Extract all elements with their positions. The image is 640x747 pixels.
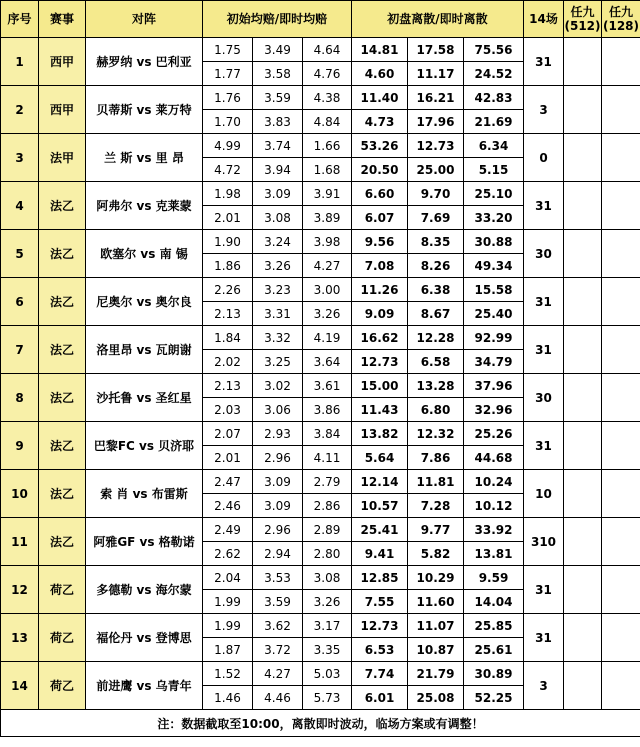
pick-r9-128	[602, 182, 640, 230]
footer-note: 注：数据截取至10:00，离散即时波动，临场方案或有调整！	[1, 710, 640, 737]
live-avg-odds: 2.86	[303, 494, 352, 518]
table-body	[1, 38, 640, 710]
initial-avg-odds: 4.19	[303, 326, 352, 350]
header-seq: 序号	[1, 1, 39, 38]
live-dispersion: 5.15	[464, 158, 524, 182]
match-teams: 贝蒂斯 vs 莱万特	[86, 86, 203, 134]
live-avg-odds: 4.84	[303, 110, 352, 134]
initial-avg-odds: 3.09	[253, 182, 303, 206]
initial-avg-odds: 3.61	[303, 374, 352, 398]
league-name: 法乙	[39, 422, 86, 470]
pick-r9-512	[564, 614, 602, 662]
header-r9-128	[602, 1, 640, 38]
row-number: 2	[1, 86, 39, 134]
pick-r9-512	[564, 38, 602, 86]
table-row	[1, 278, 640, 302]
live-avg-odds: 3.94	[253, 158, 303, 182]
league-name: 西甲	[39, 86, 86, 134]
live-avg-odds: 3.26	[303, 302, 352, 326]
header-r9-512-line2: (512)	[564, 19, 601, 33]
league-name: 法乙	[39, 470, 86, 518]
live-dispersion: 4.60	[352, 62, 408, 86]
initial-avg-odds: 3.91	[303, 182, 352, 206]
initial-dispersion: 15.58	[464, 278, 524, 302]
initial-dispersion: 9.77	[408, 518, 464, 542]
initial-dispersion: 12.73	[408, 134, 464, 158]
pick-14-games: 310	[524, 518, 564, 566]
live-avg-odds: 1.46	[203, 686, 253, 710]
initial-avg-odds: 2.93	[253, 422, 303, 446]
live-avg-odds: 3.72	[253, 638, 303, 662]
pick-14-games: 3	[524, 662, 564, 710]
live-dispersion: 20.50	[352, 158, 408, 182]
initial-dispersion: 10.29	[408, 566, 464, 590]
initial-dispersion: 92.99	[464, 326, 524, 350]
live-avg-odds: 4.27	[303, 254, 352, 278]
initial-dispersion: 9.56	[352, 230, 408, 254]
header-league: 赛事	[39, 1, 86, 38]
pick-r9-512	[564, 566, 602, 614]
live-avg-odds: 3.35	[303, 638, 352, 662]
initial-avg-odds: 1.66	[303, 134, 352, 158]
initial-dispersion: 12.73	[352, 614, 408, 638]
league-name: 法甲	[39, 134, 86, 182]
initial-dispersion: 10.24	[464, 470, 524, 494]
live-avg-odds: 4.11	[303, 446, 352, 470]
initial-avg-odds: 2.79	[303, 470, 352, 494]
live-dispersion: 44.68	[464, 446, 524, 470]
live-avg-odds: 2.03	[203, 398, 253, 422]
pick-r9-128	[602, 38, 640, 86]
live-avg-odds: 4.76	[303, 62, 352, 86]
initial-dispersion: 33.92	[464, 518, 524, 542]
initial-avg-odds: 4.38	[303, 86, 352, 110]
pick-r9-512	[564, 86, 602, 134]
match-teams: 沙托鲁 vs 圣红星	[86, 374, 203, 422]
table-row	[1, 470, 640, 494]
table-row	[1, 182, 640, 206]
pick-r9-128	[602, 278, 640, 326]
initial-dispersion: 30.89	[464, 662, 524, 686]
live-avg-odds: 3.25	[253, 350, 303, 374]
live-avg-odds: 3.26	[303, 590, 352, 614]
header-r9-512	[564, 1, 602, 38]
header-14-games: 14场	[524, 1, 564, 38]
live-avg-odds: 1.70	[203, 110, 253, 134]
table-row	[1, 326, 640, 350]
pick-r9-128	[602, 230, 640, 278]
initial-dispersion: 11.26	[352, 278, 408, 302]
live-dispersion: 24.52	[464, 62, 524, 86]
live-dispersion: 25.08	[408, 686, 464, 710]
live-dispersion: 7.28	[408, 494, 464, 518]
pick-14-games: 31	[524, 278, 564, 326]
live-dispersion: 6.58	[408, 350, 464, 374]
header-r9-512-line1: 任九	[570, 5, 595, 19]
initial-avg-odds: 4.27	[253, 662, 303, 686]
pick-14-games: 10	[524, 470, 564, 518]
initial-dispersion: 13.82	[352, 422, 408, 446]
pick-r9-128	[602, 614, 640, 662]
live-dispersion: 10.57	[352, 494, 408, 518]
live-avg-odds: 2.02	[203, 350, 253, 374]
live-dispersion: 49.34	[464, 254, 524, 278]
live-dispersion: 25.61	[464, 638, 524, 662]
match-teams: 兰 斯 vs 里 昂	[86, 134, 203, 182]
initial-avg-odds: 2.49	[203, 518, 253, 542]
row-number: 1	[1, 38, 39, 86]
initial-dispersion: 21.79	[408, 662, 464, 686]
table-row	[1, 518, 640, 542]
league-name: 荷乙	[39, 614, 86, 662]
league-name: 荷乙	[39, 662, 86, 710]
initial-avg-odds: 2.26	[203, 278, 253, 302]
live-dispersion: 6.53	[352, 638, 408, 662]
live-avg-odds: 2.01	[203, 446, 253, 470]
live-avg-odds: 3.86	[303, 398, 352, 422]
live-dispersion: 32.96	[464, 398, 524, 422]
match-teams: 前进鹰 vs 乌青年	[86, 662, 203, 710]
live-dispersion: 33.20	[464, 206, 524, 230]
header-row	[1, 1, 640, 38]
live-avg-odds: 2.62	[203, 542, 253, 566]
initial-dispersion: 12.28	[408, 326, 464, 350]
live-dispersion: 25.40	[464, 302, 524, 326]
initial-avg-odds: 3.08	[303, 566, 352, 590]
live-avg-odds: 2.96	[253, 446, 303, 470]
match-teams: 索 肖 vs 布雷斯	[86, 470, 203, 518]
live-dispersion: 11.60	[408, 590, 464, 614]
initial-avg-odds: 3.49	[253, 38, 303, 62]
initial-avg-odds: 3.98	[303, 230, 352, 254]
initial-dispersion: 12.32	[408, 422, 464, 446]
initial-avg-odds: 5.03	[303, 662, 352, 686]
league-name: 荷乙	[39, 566, 86, 614]
pick-r9-512	[564, 422, 602, 470]
live-dispersion: 11.43	[352, 398, 408, 422]
live-avg-odds: 4.46	[253, 686, 303, 710]
pick-r9-512	[564, 230, 602, 278]
initial-dispersion: 6.34	[464, 134, 524, 158]
live-dispersion: 6.07	[352, 206, 408, 230]
pick-r9-128	[602, 86, 640, 134]
row-number: 7	[1, 326, 39, 374]
live-dispersion: 5.82	[408, 542, 464, 566]
live-dispersion: 7.08	[352, 254, 408, 278]
league-name: 法乙	[39, 374, 86, 422]
pick-r9-128	[602, 566, 640, 614]
pick-r9-128	[602, 134, 640, 182]
initial-dispersion: 17.58	[408, 38, 464, 62]
pick-14-games: 31	[524, 38, 564, 86]
initial-avg-odds: 4.99	[203, 134, 253, 158]
row-number: 8	[1, 374, 39, 422]
table-row	[1, 566, 640, 590]
pick-r9-512	[564, 518, 602, 566]
table-row	[1, 86, 640, 110]
pick-14-games: 0	[524, 134, 564, 182]
live-dispersion: 13.81	[464, 542, 524, 566]
initial-avg-odds: 2.13	[203, 374, 253, 398]
live-dispersion: 7.86	[408, 446, 464, 470]
pick-r9-128	[602, 422, 640, 470]
pick-r9-128	[602, 470, 640, 518]
live-avg-odds: 1.68	[303, 158, 352, 182]
row-number: 5	[1, 230, 39, 278]
live-dispersion: 7.55	[352, 590, 408, 614]
initial-dispersion: 11.40	[352, 86, 408, 110]
table-row	[1, 662, 640, 686]
match-teams: 多德勒 vs 海尔蒙	[86, 566, 203, 614]
initial-dispersion: 16.62	[352, 326, 408, 350]
match-teams: 洛里昂 vs 瓦朗谢	[86, 326, 203, 374]
table-row	[1, 422, 640, 446]
row-number: 4	[1, 182, 39, 230]
initial-dispersion: 13.28	[408, 374, 464, 398]
pick-14-games: 31	[524, 182, 564, 230]
initial-avg-odds: 3.00	[303, 278, 352, 302]
initial-avg-odds: 3.17	[303, 614, 352, 638]
live-dispersion: 14.04	[464, 590, 524, 614]
header-dispersion: 初盘离散/即时离散	[352, 1, 524, 38]
live-avg-odds: 3.89	[303, 206, 352, 230]
pick-14-games: 30	[524, 374, 564, 422]
live-avg-odds: 3.08	[253, 206, 303, 230]
initial-avg-odds: 1.99	[203, 614, 253, 638]
initial-avg-odds: 3.74	[253, 134, 303, 158]
initial-avg-odds: 2.47	[203, 470, 253, 494]
row-number: 10	[1, 470, 39, 518]
header-match: 对阵	[86, 1, 203, 38]
table-row	[1, 230, 640, 254]
initial-dispersion: 25.10	[464, 182, 524, 206]
row-number: 11	[1, 518, 39, 566]
initial-dispersion: 6.60	[352, 182, 408, 206]
pick-r9-512	[564, 326, 602, 374]
live-dispersion: 9.09	[352, 302, 408, 326]
initial-dispersion: 14.81	[352, 38, 408, 62]
table-row	[1, 374, 640, 398]
initial-dispersion: 9.70	[408, 182, 464, 206]
live-avg-odds: 5.73	[303, 686, 352, 710]
row-number: 6	[1, 278, 39, 326]
pick-14-games: 31	[524, 422, 564, 470]
live-avg-odds: 4.72	[203, 158, 253, 182]
header-r9-128-line1: 任九	[608, 5, 633, 19]
initial-dispersion: 11.81	[408, 470, 464, 494]
initial-avg-odds: 1.76	[203, 86, 253, 110]
live-dispersion: 25.00	[408, 158, 464, 182]
live-avg-odds: 3.06	[253, 398, 303, 422]
initial-avg-odds: 3.24	[253, 230, 303, 254]
initial-avg-odds: 3.23	[253, 278, 303, 302]
league-name: 法乙	[39, 230, 86, 278]
live-dispersion: 5.64	[352, 446, 408, 470]
live-avg-odds: 2.13	[203, 302, 253, 326]
initial-avg-odds: 3.09	[253, 470, 303, 494]
live-dispersion: 6.01	[352, 686, 408, 710]
pick-14-games: 3	[524, 86, 564, 134]
match-teams: 赫罗纳 vs 巴利亚	[86, 38, 203, 86]
league-name: 法乙	[39, 278, 86, 326]
initial-dispersion: 42.83	[464, 86, 524, 110]
initial-dispersion: 53.26	[352, 134, 408, 158]
initial-avg-odds: 3.53	[253, 566, 303, 590]
league-name: 法乙	[39, 182, 86, 230]
live-avg-odds: 1.77	[203, 62, 253, 86]
match-teams: 欧塞尔 vs 南 锡	[86, 230, 203, 278]
pick-14-games: 31	[524, 326, 564, 374]
initial-avg-odds: 3.32	[253, 326, 303, 350]
initial-avg-odds: 2.07	[203, 422, 253, 446]
live-dispersion: 10.12	[464, 494, 524, 518]
live-avg-odds: 3.64	[303, 350, 352, 374]
footer-row	[1, 710, 640, 737]
pick-14-games: 31	[524, 614, 564, 662]
pick-r9-512	[564, 134, 602, 182]
initial-dispersion: 12.85	[352, 566, 408, 590]
live-dispersion: 8.67	[408, 302, 464, 326]
initial-dispersion: 25.26	[464, 422, 524, 446]
pick-14-games: 30	[524, 230, 564, 278]
table-row	[1, 614, 640, 638]
live-dispersion: 8.26	[408, 254, 464, 278]
live-dispersion: 52.25	[464, 686, 524, 710]
initial-dispersion: 37.96	[464, 374, 524, 398]
live-avg-odds: 1.87	[203, 638, 253, 662]
match-teams: 福伦丹 vs 登博思	[86, 614, 203, 662]
initial-dispersion: 75.56	[464, 38, 524, 62]
live-avg-odds: 2.46	[203, 494, 253, 518]
league-name: 西甲	[39, 38, 86, 86]
live-dispersion: 21.69	[464, 110, 524, 134]
pick-r9-128	[602, 662, 640, 710]
live-avg-odds: 3.83	[253, 110, 303, 134]
initial-dispersion: 12.14	[352, 470, 408, 494]
initial-avg-odds: 2.96	[253, 518, 303, 542]
initial-dispersion: 30.88	[464, 230, 524, 254]
table-row	[1, 134, 640, 158]
live-dispersion: 6.80	[408, 398, 464, 422]
initial-dispersion: 25.41	[352, 518, 408, 542]
initial-dispersion: 6.38	[408, 278, 464, 302]
pick-r9-128	[602, 518, 640, 566]
initial-dispersion: 25.85	[464, 614, 524, 638]
initial-dispersion: 16.21	[408, 86, 464, 110]
header-avg-odds: 初始均赔/即时均赔	[203, 1, 352, 38]
initial-avg-odds: 2.04	[203, 566, 253, 590]
initial-avg-odds: 1.52	[203, 662, 253, 686]
initial-avg-odds: 3.62	[253, 614, 303, 638]
initial-avg-odds: 1.90	[203, 230, 253, 254]
row-number: 12	[1, 566, 39, 614]
match-teams: 尼奥尔 vs 奥尔良	[86, 278, 203, 326]
live-avg-odds: 2.01	[203, 206, 253, 230]
pick-r9-512	[564, 662, 602, 710]
row-number: 9	[1, 422, 39, 470]
live-avg-odds: 3.31	[253, 302, 303, 326]
live-avg-odds: 1.86	[203, 254, 253, 278]
row-number: 14	[1, 662, 39, 710]
initial-avg-odds: 4.64	[303, 38, 352, 62]
initial-dispersion: 9.59	[464, 566, 524, 590]
league-name: 法乙	[39, 326, 86, 374]
initial-avg-odds: 3.59	[253, 86, 303, 110]
table-row	[1, 38, 640, 62]
match-teams: 阿弗尔 vs 克莱蒙	[86, 182, 203, 230]
live-avg-odds: 3.59	[253, 590, 303, 614]
pick-r9-512	[564, 278, 602, 326]
live-avg-odds: 1.99	[203, 590, 253, 614]
initial-avg-odds: 3.02	[253, 374, 303, 398]
initial-avg-odds: 3.84	[303, 422, 352, 446]
live-avg-odds: 2.94	[253, 542, 303, 566]
live-avg-odds: 2.80	[303, 542, 352, 566]
live-dispersion: 11.17	[408, 62, 464, 86]
initial-dispersion: 11.07	[408, 614, 464, 638]
live-dispersion: 9.41	[352, 542, 408, 566]
initial-avg-odds: 1.84	[203, 326, 253, 350]
live-avg-odds: 3.09	[253, 494, 303, 518]
match-teams: 阿雅GF vs 格勒诺	[86, 518, 203, 566]
row-number: 3	[1, 134, 39, 182]
match-teams: 巴黎FC vs 贝济耶	[86, 422, 203, 470]
pick-14-games: 31	[524, 566, 564, 614]
initial-dispersion: 7.74	[352, 662, 408, 686]
initial-dispersion: 15.00	[352, 374, 408, 398]
pick-r9-128	[602, 374, 640, 422]
live-dispersion: 7.69	[408, 206, 464, 230]
pick-r9-512	[564, 374, 602, 422]
live-dispersion: 10.87	[408, 638, 464, 662]
pick-r9-512	[564, 470, 602, 518]
live-avg-odds: 3.58	[253, 62, 303, 86]
initial-dispersion: 8.35	[408, 230, 464, 254]
live-dispersion: 4.73	[352, 110, 408, 134]
live-avg-odds: 3.26	[253, 254, 303, 278]
live-dispersion: 12.73	[352, 350, 408, 374]
initial-avg-odds: 1.75	[203, 38, 253, 62]
row-number: 13	[1, 614, 39, 662]
pick-r9-128	[602, 326, 640, 374]
live-dispersion: 17.96	[408, 110, 464, 134]
pick-r9-512	[564, 182, 602, 230]
initial-avg-odds: 2.89	[303, 518, 352, 542]
league-name: 法乙	[39, 518, 86, 566]
header-r9-128-line2: (128)	[602, 19, 640, 33]
initial-avg-odds: 1.98	[203, 182, 253, 206]
live-dispersion: 34.79	[464, 350, 524, 374]
